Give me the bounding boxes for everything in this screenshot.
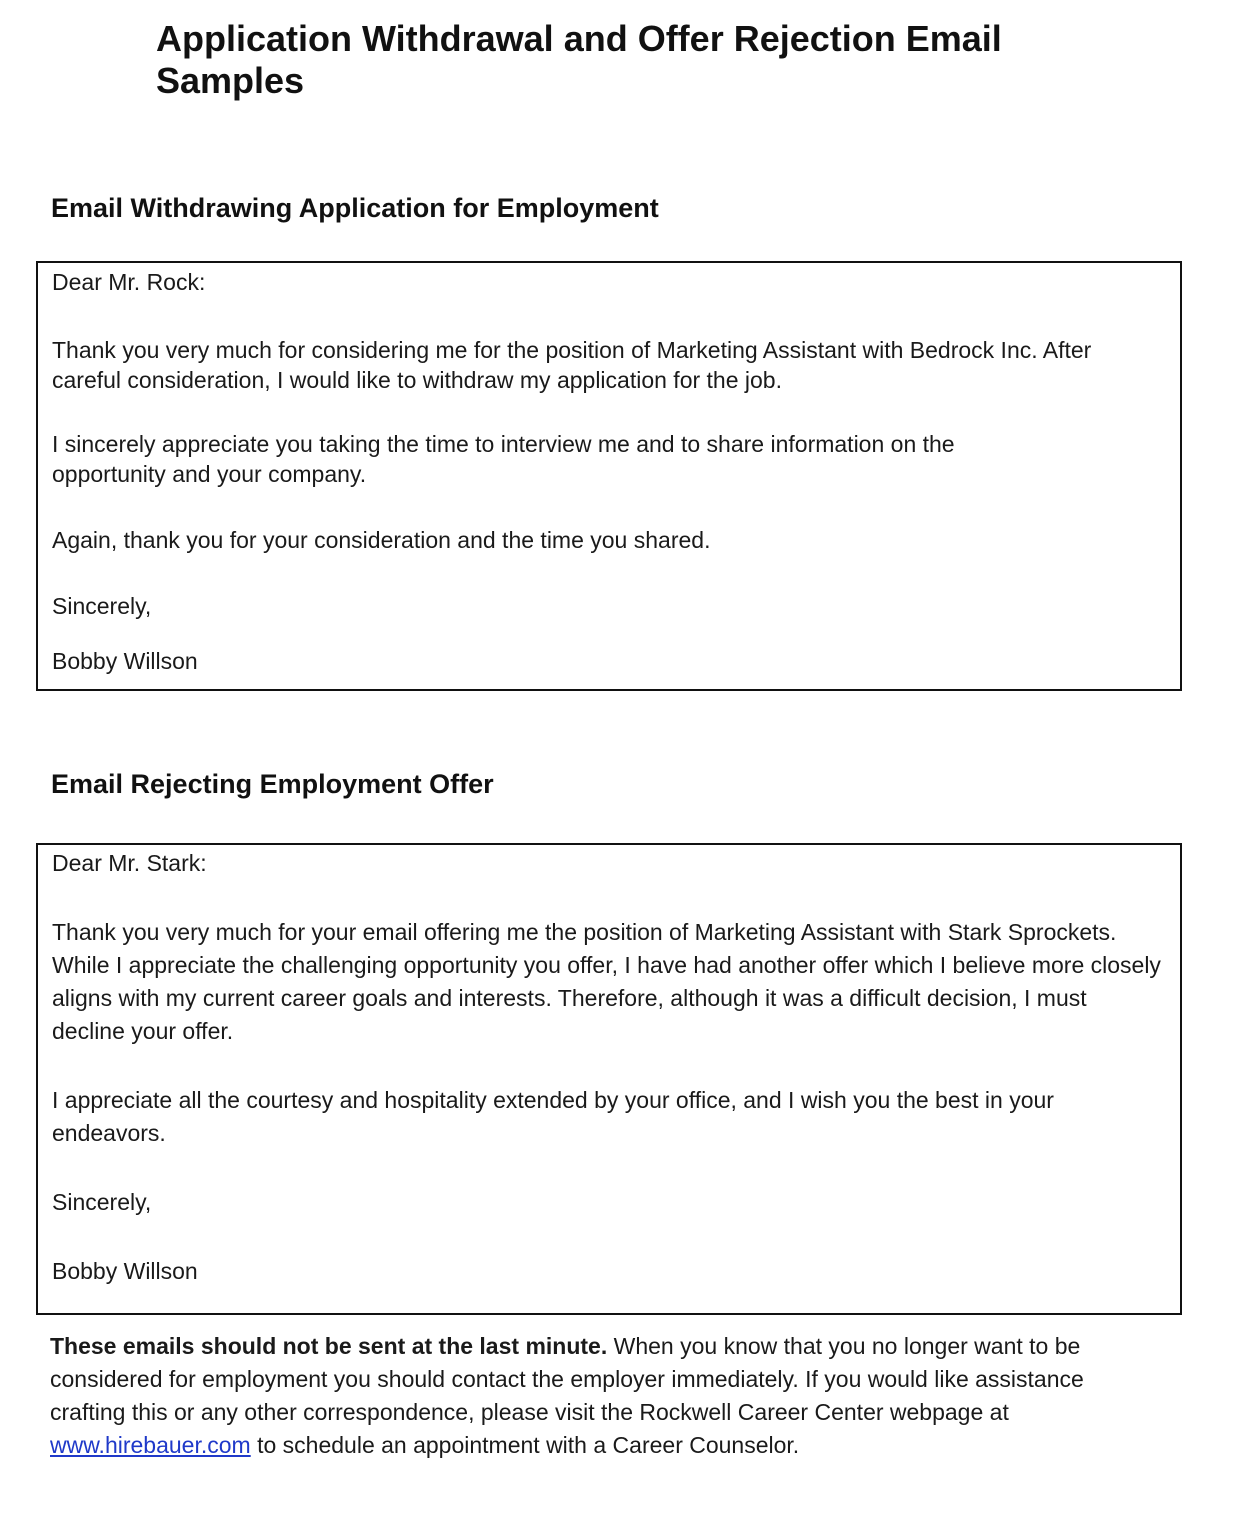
- page-title: Application Withdrawal and Offer Rejection Email Samples: [156, 18, 1002, 101]
- email-salutation: Dear Mr. Stark:: [52, 850, 207, 876]
- footer-bold-lead: These emails should not be sent at the last minute.: [50, 1333, 608, 1359]
- footer-note: [50, 1330, 1090, 1462]
- footer-text: When you know that you no longer want to be considered for employment you should contact the employer immediately. If you would like assistance crafting this or any other correspondence, please visit the Rockwell Career Center webpage at: [50, 1333, 1084, 1425]
- email-salutation: Dear Mr. Rock:: [52, 269, 206, 295]
- footer-text-end: to schedule an appointment with a Career Counselor.: [250, 1432, 800, 1458]
- hirebauer-link[interactable]: www.hirebauer.com: [50, 1432, 251, 1458]
- email-closing: Sincerely,: [52, 593, 152, 619]
- email-signature: Bobby Willson: [52, 1258, 198, 1284]
- section-heading-rejection: Email Rejecting Employment Offer: [51, 769, 494, 799]
- email-paragraph: Thank you very much for considering me for the position of Marketing Assistant with Bedrock Inc. After careful consideration, I would like to withdraw my application for the job.: [52, 337, 1092, 393]
- email-signature: Bobby Willson: [52, 648, 198, 674]
- email-paragraph: I sincerely appreciate you taking the time to interview me and to share information on the opportunity and your company.: [52, 431, 955, 487]
- email-closing: Sincerely,: [52, 1189, 152, 1215]
- email-sample-rejection: [36, 843, 1182, 1315]
- email-paragraph: Thank you very much for your email offering me the position of Marketing Assistant with Stark Sprockets. While I appreciate the challenging opportunity you offer, I have had another offer which I believe more closely aligns with my current career goals and interests. Therefore, although it was a difficult decision, I must decline your offer.: [52, 919, 1161, 1044]
- email-paragraph: Again, thank you for your consideration and the time you shared.: [52, 527, 711, 553]
- email-paragraph: I appreciate all the courtesy and hospitality extended by your office, and I wish you the best in your endeavors.: [52, 1087, 1054, 1146]
- section-heading-withdrawal: Email Withdrawing Application for Employment: [51, 193, 659, 223]
- email-sample-withdrawal: [36, 261, 1182, 691]
